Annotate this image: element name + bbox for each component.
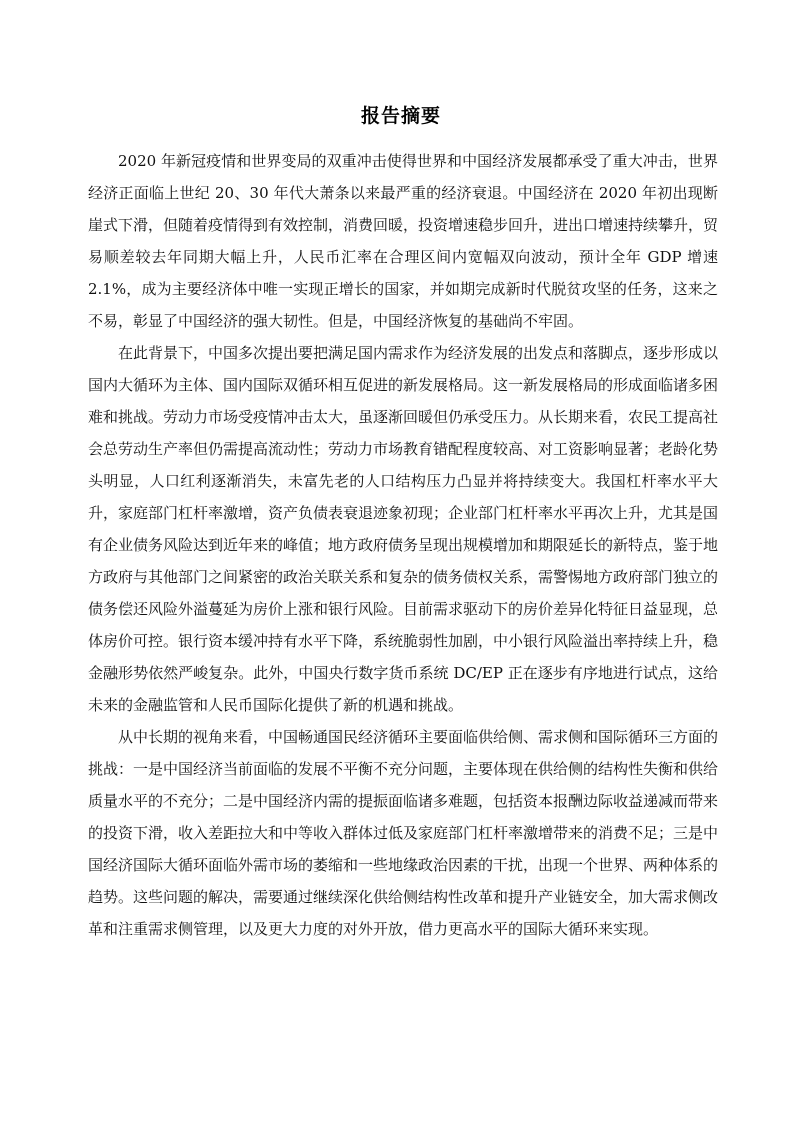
paragraph-2: 在此背景下，中国多次提出要把满足国内需求作为经济发展的出发点和落脚点，逐步形成以国内大循环为主体、国内国际双循环相互促进的新发展格局。这一新发展格局的形成面临诸多困难和挑战。劳动力市场受疫情冲击太大，虽逐渐回暖但仍承受压力。从长期来看，农民工提高社会总劳动生产率但仍需提高流动性；劳动力市场教育错配程度较高、对工资影响显著；老龄化势头明显，人口红利逐渐消失，未富先老的人口结构压力凸显并将持续变大。我国杠杆率水平大升，家庭部门杠杆率激增，资产负债表衰退迹象初现；企业部门杠杆率水平再次上升，尤其是国有企业债务风险达到近年来的峰值；地方政府债务呈现出规模增加和期限延长的新特点，鉴于地方政府与其他部门之间紧密的政治关联关系和复杂的债务债权关系，需警惕地方政府部门独立的债务偿还风险外溢蔓延为房价上涨和银行风险。目前需求驱动下的房价差异化特征日益显现，总体房价可控。银行资本缓冲持有水平下降，系统脆弱性加剧，中小银行风险溢出率持续上升，稳金融形势依然严峻复杂。此外，中国央行数字货币系统 DC/EP 正在逐步有序地进行试点，这给未来的金融监管和人民币国际化提供了新的机遇和挑战。 — [88, 344, 719, 714]
paragraph-3: 从中长期的视角来看，中国畅通国民经济循环主要面临供给侧、需求侧和国际循环三方面的挑战：一是中国经济当前面临的发展不平衡不充分问题，主要体现在供给侧的结构性失衡和供给质量水平的不充分；二是中国经济内需的提振面临诸多难题，包括资本报酬边际收益递减而带来的投资下滑，收入差距拉大和中等收入群体过低及家庭部门杠杆率激增带来的消费不足；三是中国经济国际大循环面临外需市场的萎缩和一些地缘政治因素的干扰，出现一个世界、两种体系的趋势。这些问题的解决，需要通过继续深化供给侧结构性改革和提升产业链安全，加大需求侧改革和注重需求侧管理，以及更大力度的对外开放，借力更高水平的国际大循环来实现。 — [88, 728, 719, 938]
paragraph-1: 2020 年新冠疫情和世界变局的双重冲击使得世界和中国经济发展都承受了重大冲击，世界经济正面临上世纪 20、30 年代大萧条以来最严重的经济衰退。中国经济在 2020 年初出现断崖式下滑，但随着疫情得到有效控制，消费回暖，投资增速稳步回升，进出口增速持续攀升，贸易顺差较去年同期大幅上升，人民币汇率在合理区间内宽幅双向波动，预计全年 GDP 增速 2.1%，成为主要经济体中唯一实现正增长的国家，并如期完成新时代脱贫攻坚的任务，这来之不易，彰显了中国经济的强大韧性。但是，中国经济恢复的基础尚不牢固。 — [88, 152, 719, 330]
page-title: 报告摘要 — [360, 105, 441, 127]
summary-body — [88, 145, 718, 945]
